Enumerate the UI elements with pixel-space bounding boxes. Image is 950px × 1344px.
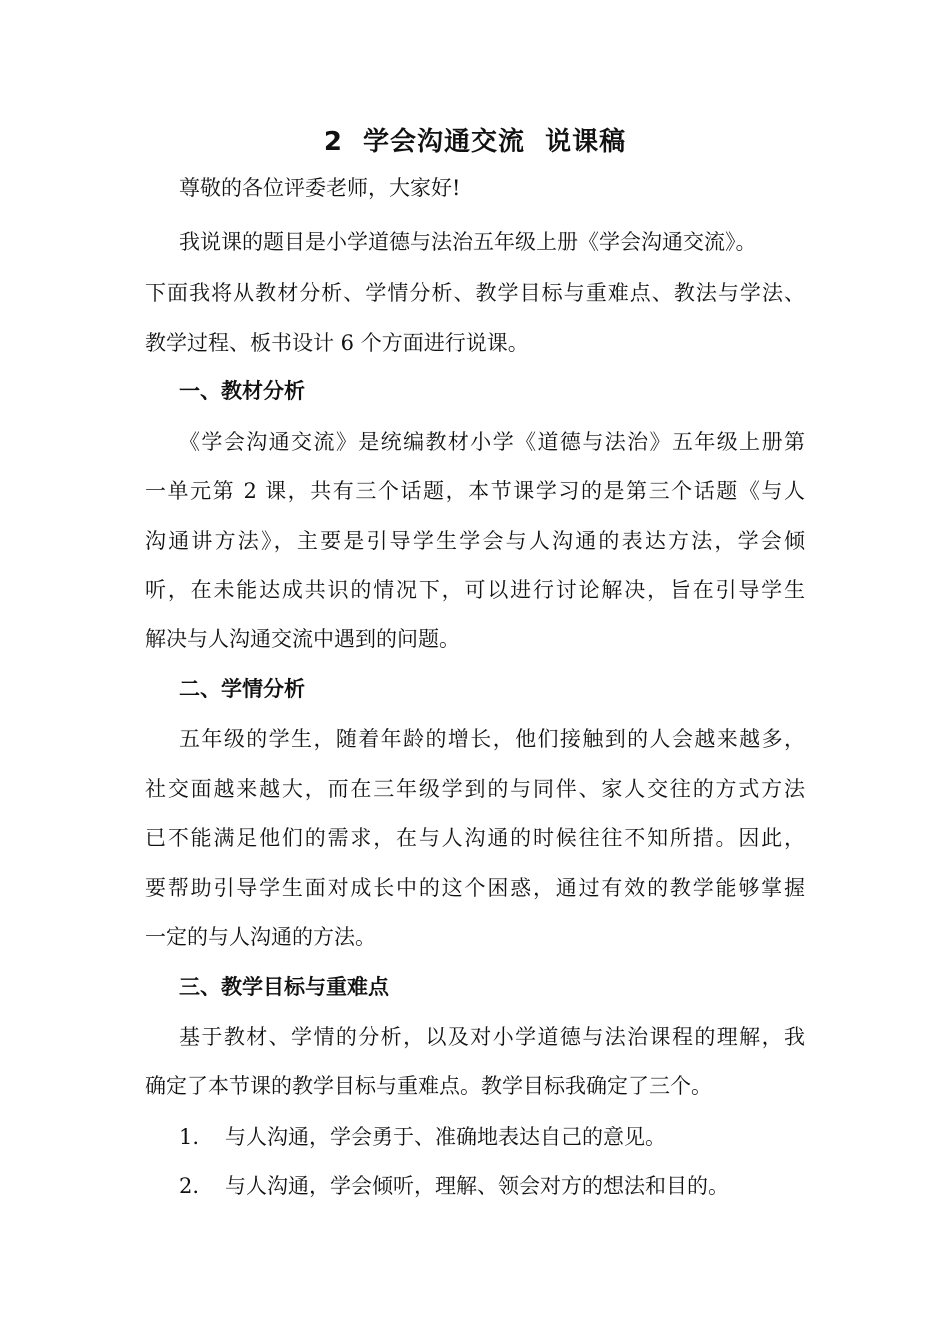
paragraph-line: 已不能满足他们的需求，在与人沟通的时候往往不知所措。因此， xyxy=(145,826,805,850)
paragraph-line: 一定的与人沟通的方法。 xyxy=(145,925,376,949)
intro-line: 教学过程、板书设计 6 个方面进行说课。 xyxy=(145,331,529,355)
paragraph-line: 《学会沟通交流》是统编教材小学《道德与法治》五年级上册第 xyxy=(179,430,805,454)
paragraph-line: 基于教材、学情的分析，以及对小学道德与法治课程的理解，我 xyxy=(179,1025,805,1049)
paragraph-line: 沟通讲方法》，主要是引导学生学会与人沟通的表达方法，学会倾 xyxy=(145,529,805,553)
document-title: 2 学会沟通交流 说课稿 xyxy=(323,127,627,157)
section-heading-textbook-analysis: 一、教材分析 xyxy=(179,379,305,403)
paragraph-line: 确定了本节课的教学目标与重难点。教学目标我确定了三个。 xyxy=(145,1074,712,1098)
paragraph-line: 五年级的学生，随着年龄的增长，他们接触到的人会越来越多， xyxy=(179,727,805,751)
goal-item xyxy=(179,1112,805,1162)
greeting: 尊敬的各位评委老师，大家好! xyxy=(179,176,461,200)
intro-line: 我说课的题目是小学道德与法治五年级上册《学会沟通交流》。 xyxy=(179,230,757,254)
paragraph-line: 听，在未能达成共识的情况下，可以进行讨论解决，旨在引导学生 xyxy=(145,578,805,602)
paragraph-line: 一单元第 2 课，共有三个话题，本节课学习的是第三个话题《与人 xyxy=(145,479,805,503)
section-heading-student-analysis: 二、学情分析 xyxy=(179,677,305,701)
goal-text: 与人沟通，学会勇于、准确地表达自己的意见。 xyxy=(225,1125,666,1149)
goal-number: 2. xyxy=(179,1174,200,1198)
goal-text: 与人沟通，学会倾听，理解、领会对方的想法和目的。 xyxy=(225,1174,729,1198)
goal-number: 1. xyxy=(179,1125,200,1149)
intro-line: 下面我将从教材分析、学情分析、教学目标与重难点、教法与学法、 xyxy=(145,281,805,305)
section-heading-teaching-goals: 三、教学目标与重难点 xyxy=(179,975,389,999)
paragraph-line: 解决与人沟通交流中遇到的问题。 xyxy=(145,627,460,651)
paragraph-line: 要帮助引导学生面对成长中的这个困惑，通过有效的教学能够掌握 xyxy=(145,876,805,900)
goal-item xyxy=(179,1161,805,1211)
paragraph-line: 社交面越来越大，而在三年级学到的与同伴、家人交往的方式方法 xyxy=(145,777,805,801)
